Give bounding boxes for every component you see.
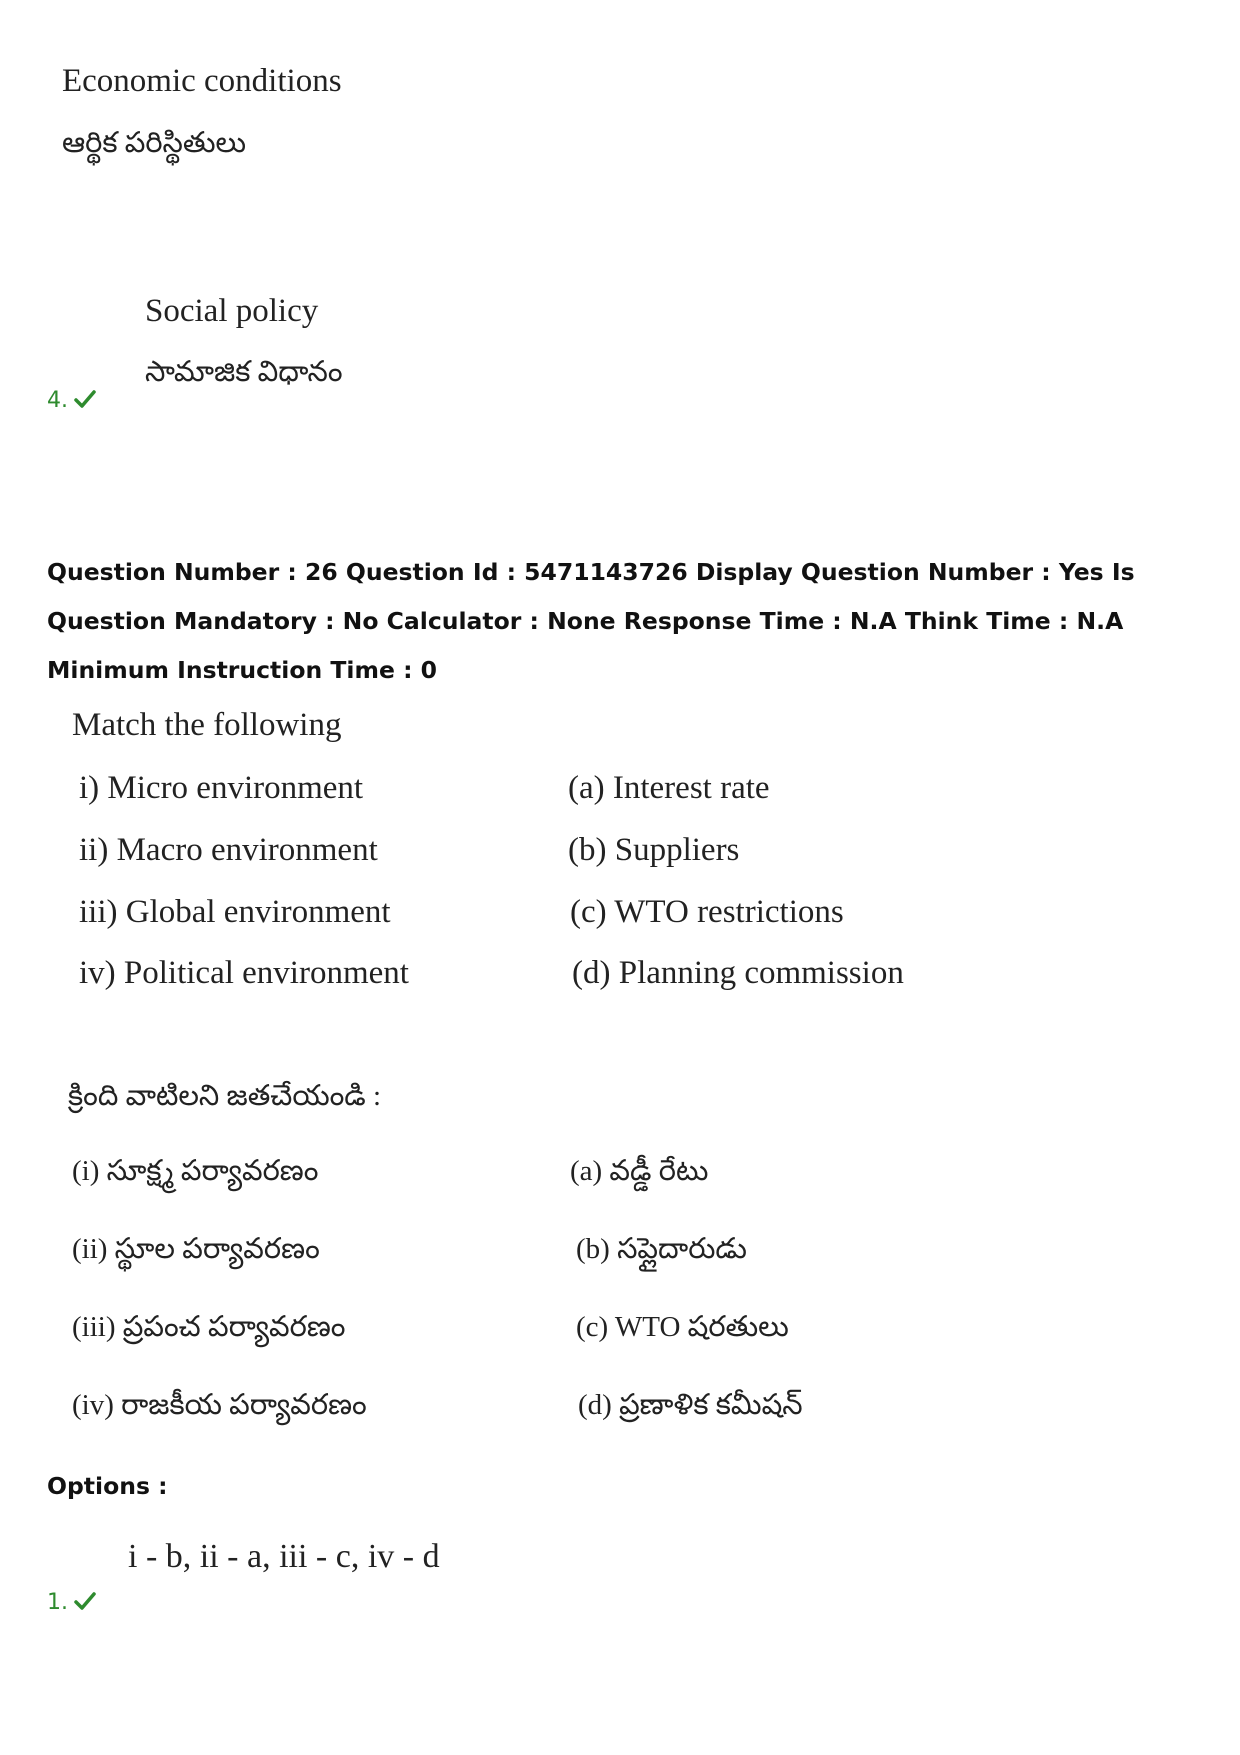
option-4-number: 4. [47, 388, 68, 413]
match-right-item: (b) Suppliers [568, 832, 740, 868]
option-3-telugu: ఆర్థిక పరిస్థితులు [62, 127, 247, 159]
match-right-item: (a) Interest rate [568, 770, 770, 806]
option-1-text: i - b, ii - a, iii - c, iv - d [128, 1538, 440, 1575]
check-icon [74, 389, 96, 414]
match-right-item: (d) Planning commission [572, 955, 904, 991]
option-1-number: 1. [47, 1590, 68, 1615]
option-4-telugu: సామాజిక విధానం [145, 356, 343, 388]
question-meta: Question Number : 26 Question Id : 5471143726 Display Question Number : Yes Is Question Mandatory : No Calculator : None Response Time : N.A Think Time : N.A Minimum Instruction Time : 0 [47, 558, 1135, 684]
match-left-item: ii) Macro environment [79, 832, 378, 868]
option-4-marker [47, 388, 96, 414]
match-left-item: i) Micro environment [79, 770, 364, 806]
option-3-english: Economic conditions [62, 63, 342, 99]
question-heading-telugu: క్రింది వాటిలని జతచేయండి : [68, 1080, 382, 1112]
options-label: Options : [47, 1472, 168, 1500]
match-right-item-telugu: (b) సప్లైదారుడు [576, 1233, 747, 1265]
match-left-item-telugu: (iii) ప్రపంచ పర్యావరణం [72, 1311, 346, 1343]
question-heading-english: Match the following [72, 707, 342, 743]
match-right-item-telugu: (d) ప్రణాళిక కమీషన్ [578, 1389, 803, 1421]
match-right-item-telugu: (c) WTO షరతులు [576, 1311, 789, 1343]
match-left-item-telugu: (i) సూక్ష్మ పర్యావరణం [72, 1155, 319, 1187]
match-right-item-telugu: (a) వడ్డీ రేటు [570, 1155, 709, 1187]
match-right-item: (c) WTO restrictions [570, 894, 844, 930]
option-4-english: Social policy [145, 293, 319, 329]
check-icon [74, 1591, 96, 1616]
match-left-item: iv) Political environment [79, 955, 409, 991]
option-1-marker [47, 1590, 96, 1616]
match-left-item-telugu: (ii) స్థూల పర్యావరణం [72, 1233, 320, 1265]
match-left-item-telugu: (iv) రాజకీయ పర్యావరణం [72, 1389, 367, 1421]
match-left-item: iii) Global environment [79, 894, 391, 930]
